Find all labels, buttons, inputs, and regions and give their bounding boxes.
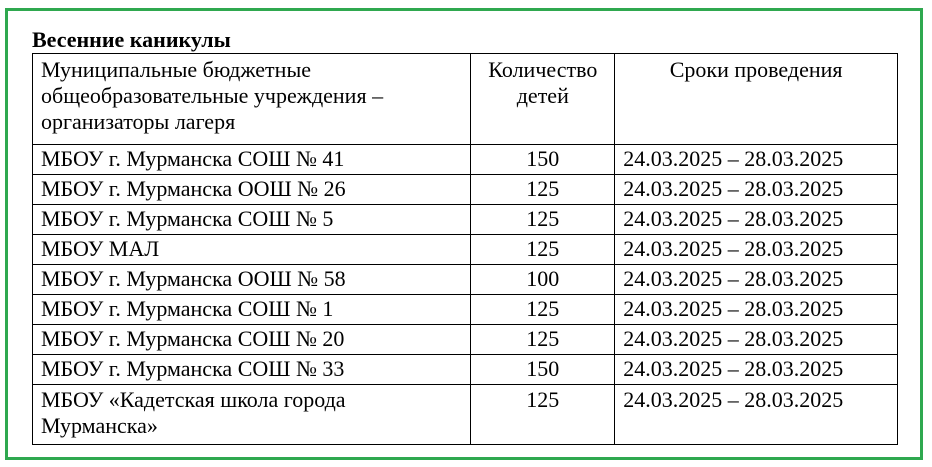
cell-institution: МБОУ г. Мурманска СОШ № 41 <box>33 145 471 175</box>
cell-children-count: 125 <box>471 325 615 355</box>
table-row <box>33 325 898 355</box>
cell-institution: МБОУ г. Мурманска ООШ № 26 <box>33 175 471 205</box>
cell-institution: МБОУ г. Мурманска ООШ № 58 <box>33 265 471 295</box>
cell-dates: 24.03.2025 – 28.03.2025 <box>615 385 898 445</box>
cell-dates: 24.03.2025 – 28.03.2025 <box>615 205 898 235</box>
header-dates: Сроки проведения <box>615 54 898 145</box>
cell-institution: МБОУ «Кадетская школа города Мурманска» <box>33 385 471 445</box>
cell-children-count: 150 <box>471 145 615 175</box>
cell-dates: 24.03.2025 – 28.03.2025 <box>615 175 898 205</box>
table-row <box>33 355 898 385</box>
cell-institution: МБОУ г. Мурманска СОШ № 33 <box>33 355 471 385</box>
cell-dates: 24.03.2025 – 28.03.2025 <box>615 265 898 295</box>
section-title: Весенние каникулы <box>32 27 231 52</box>
cell-children-count: 125 <box>471 295 615 325</box>
header-institution: Муниципальные бюджетные общеобразовательные учреждения – организаторы лагеря <box>33 54 471 145</box>
table-row <box>33 265 898 295</box>
table-row <box>33 235 898 265</box>
cell-institution: МБОУ МАЛ <box>33 235 471 265</box>
cell-dates: 24.03.2025 – 28.03.2025 <box>615 145 898 175</box>
cell-children-count: 100 <box>471 265 615 295</box>
camps-table <box>32 53 898 445</box>
cell-institution: МБОУ г. Мурманска СОШ № 5 <box>33 205 471 235</box>
cell-children-count: 125 <box>471 235 615 265</box>
cell-children-count: 150 <box>471 355 615 385</box>
cell-children-count: 125 <box>471 385 615 445</box>
cell-children-count: 125 <box>471 175 615 205</box>
table-row <box>33 145 898 175</box>
cell-institution: МБОУ г. Мурманска СОШ № 1 <box>33 295 471 325</box>
cell-dates: 24.03.2025 – 28.03.2025 <box>615 355 898 385</box>
header-children-count: Количество детей <box>471 54 615 145</box>
table-row <box>33 205 898 235</box>
cell-dates: 24.03.2025 – 28.03.2025 <box>615 325 898 355</box>
cell-institution: МБОУ г. Мурманска СОШ № 20 <box>33 325 471 355</box>
table-row <box>33 385 898 445</box>
cell-children-count: 125 <box>471 205 615 235</box>
cell-dates: 24.03.2025 – 28.03.2025 <box>615 235 898 265</box>
cell-dates: 24.03.2025 – 28.03.2025 <box>615 295 898 325</box>
table-header-row <box>33 54 898 145</box>
table-row <box>33 175 898 205</box>
table-row <box>33 295 898 325</box>
